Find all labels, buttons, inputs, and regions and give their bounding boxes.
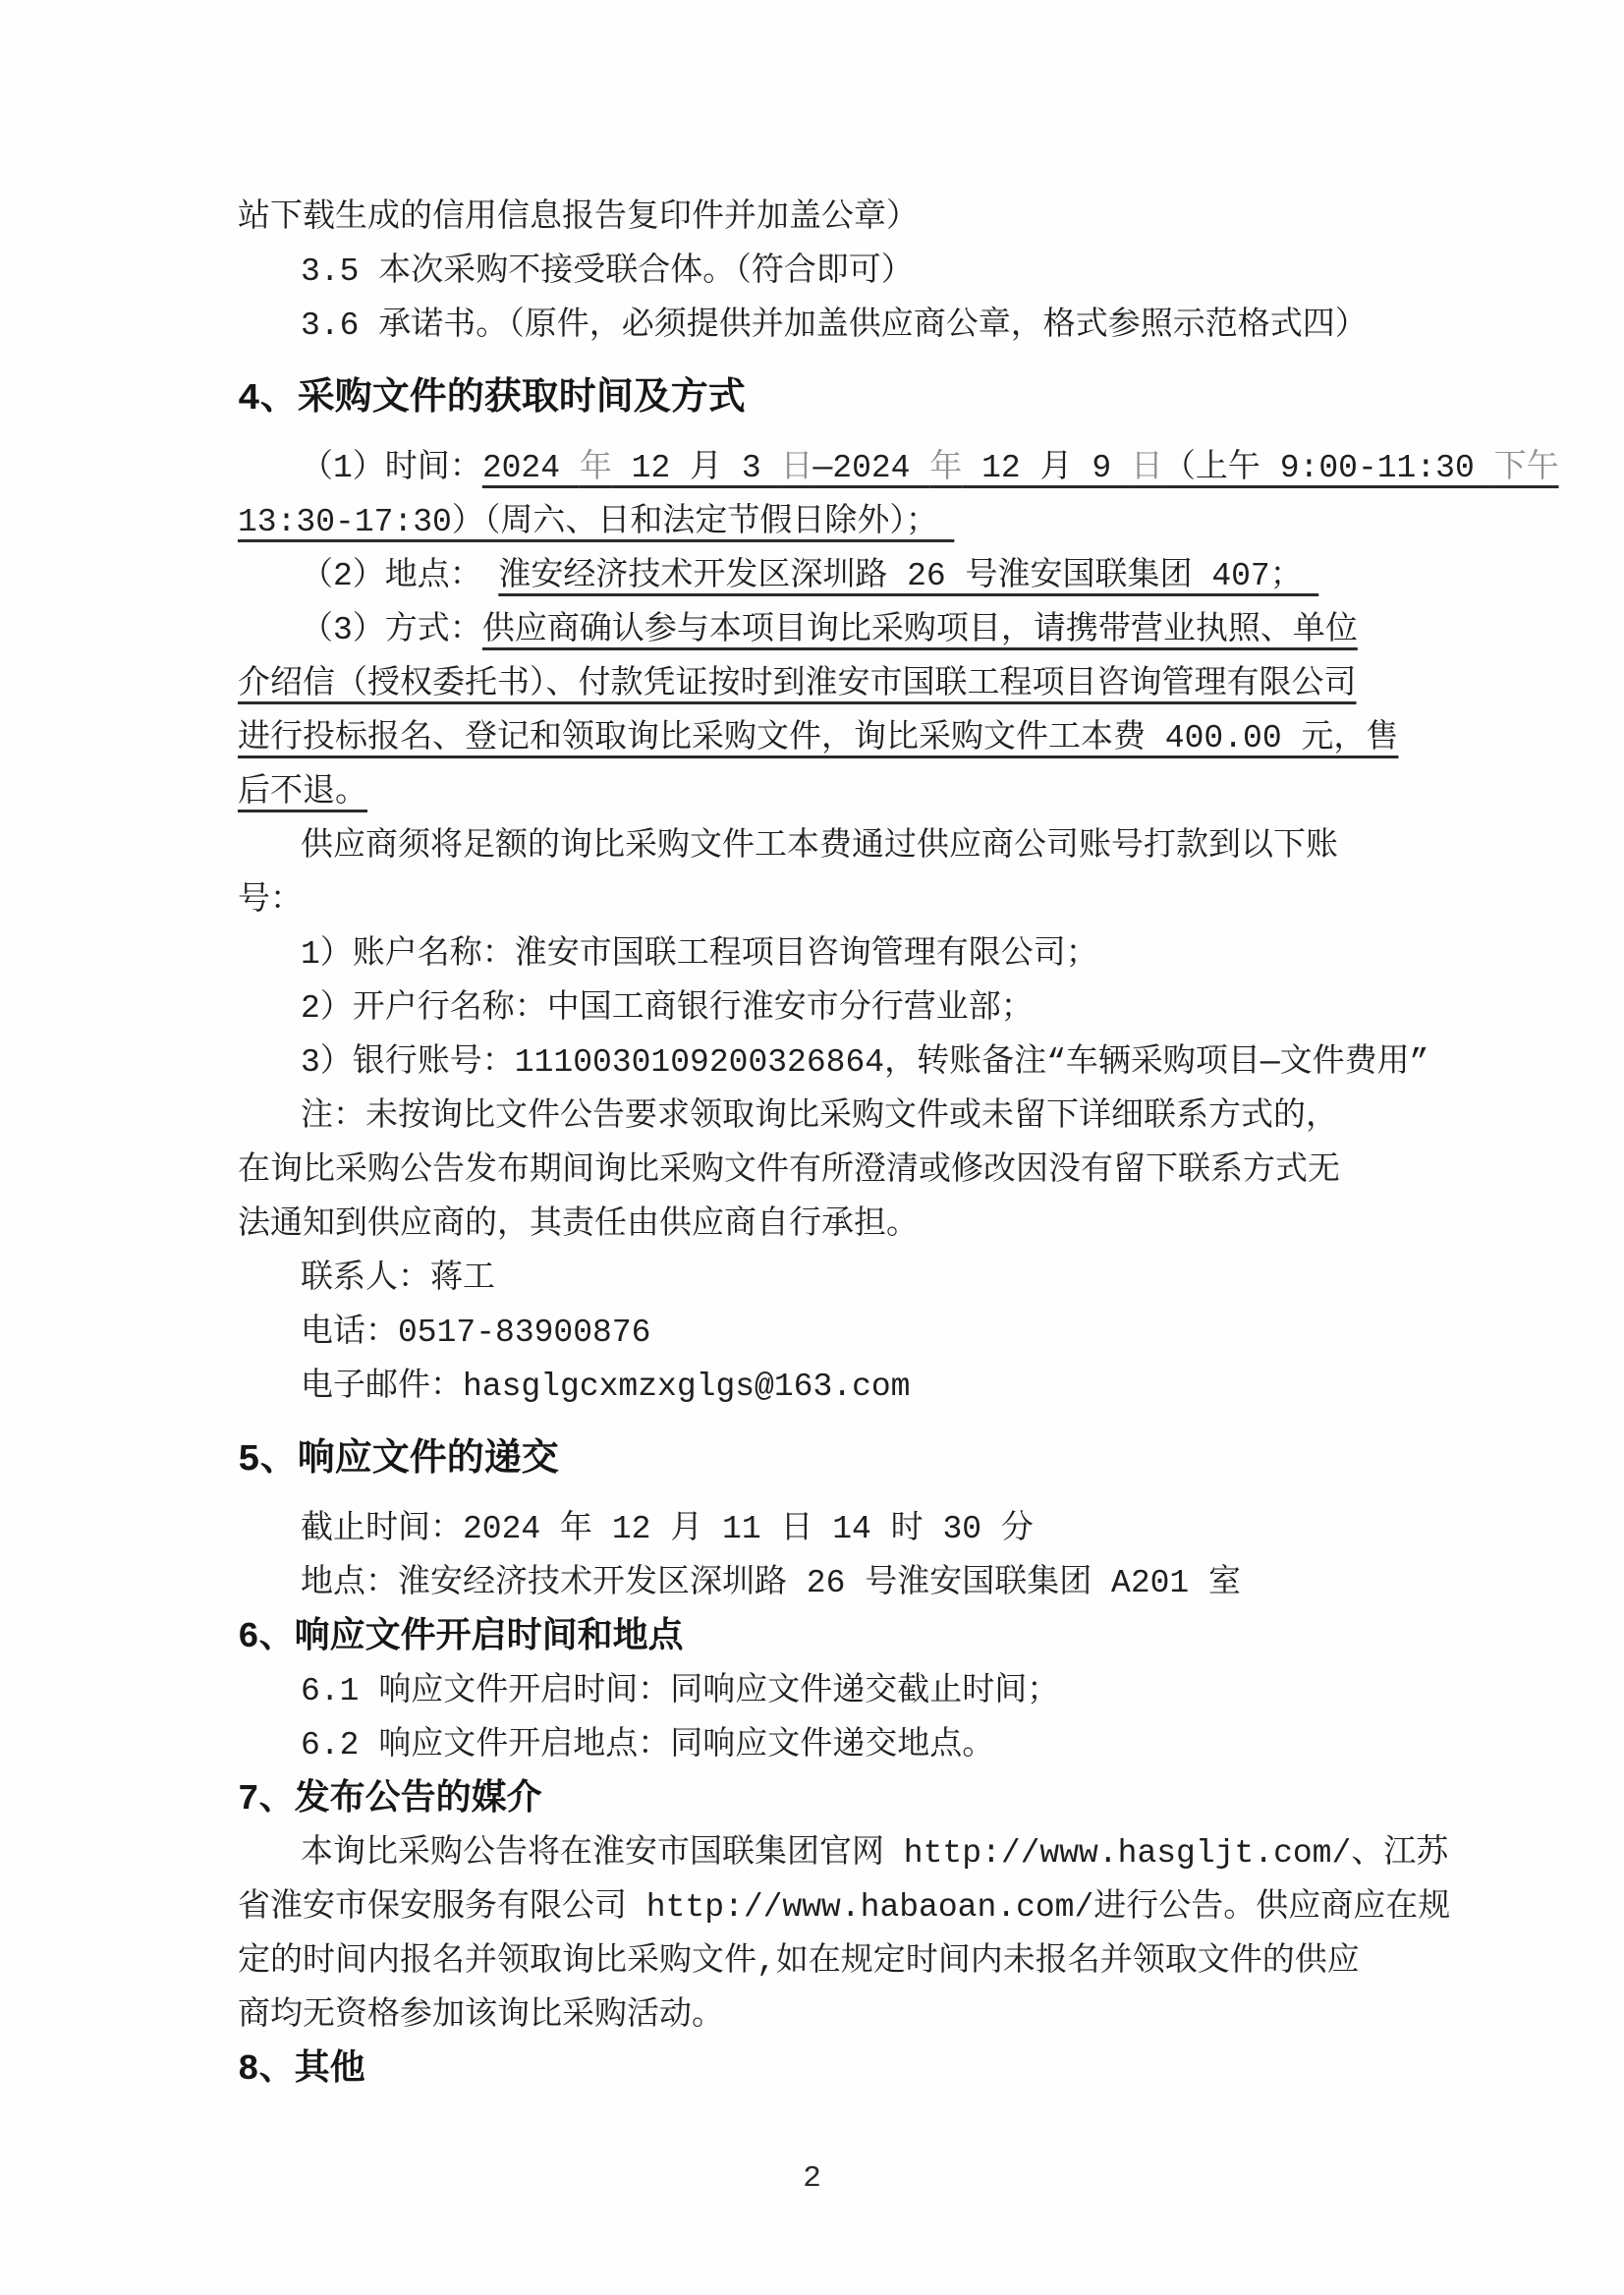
clause-4-1-time [238,441,1559,495]
time-filled-value: 2024 年 12 月 3 日—2024 年 12 月 9 日（上午 9:00-11:30 下午 [481,450,1559,486]
payment-intro: 供应商须将足额的询比采购文件工本费通过供应商公司账号打款到以下账 [301,828,1338,865]
note-line-1: 注：未按询比文件公告要求领取询比采购文件或未留下详细联系方式的， [301,1098,1338,1135]
section-6-heading: 6、响应文件开启时间和地点 [238,1617,684,1657]
media-line-2: 省淮安市保安服务有限公司 http://www.habaoan.com/进行公告。供应商应在规 [238,1889,1451,1926]
payment-intro-continuation: 号： [238,882,303,919]
media-line-3: 定的时间内报名并领取询比采购文件,如在规定时间内未报名并领取文件的供应 [238,1943,1360,1980]
clause-3-6: 3.6 承诺书。（原件，必须提供并加盖供应商公章，格式参照示范格式四） [301,308,1368,344]
clause-6-1: 6.1 响应文件开启时间：同响应文件递交截止时间； [301,1673,1060,1709]
submission-location-line: 地点：淮安经济技术开发区深圳路 26 号淮安国联集团 A201 室 [301,1565,1242,1601]
credit-report-continuation: 站下载生成的信用信息报告复印件并加盖公章） [238,199,919,236]
location-filled-value: 淮安经济技术开发区深圳路 26 号淮安国联集团 407； [498,558,1319,594]
time-label: （1）时间： [301,450,482,486]
location-label: （2）地点： [301,558,499,594]
media-line-4: 商均无资格参加该询比采购活动。 [238,1997,724,2034]
contact-person-line: 联系人：蒋工 [301,1260,495,1297]
method-continuation-3: 后不退。 [238,774,367,811]
clause-4-3-method [238,603,1477,657]
page-number: 2 [803,2161,821,2196]
media-line-1: 本询比采购公告将在淮安市国联集团官网 http://www.hasgljt.com/、江苏 [301,1835,1449,1872]
method-continuation-1: 介绍信（授权委托书）、付款凭证按时到淮安市国联工程项目咨询管理有限公司 [238,666,1357,702]
clause-3-5: 3.5 本次采购不接受联合体。（符合即可） [301,253,914,290]
method-label: （3）方式： [301,612,482,648]
section-7-heading: 7、发布公告的媒介 [238,1779,542,1819]
section-5-heading: 5、响应文件的递交 [238,1439,559,1482]
note-line-2: 在询比采购公告发布期间询比采购文件有所澄清或修改因没有留下联系方式无 [238,1152,1340,1189]
clause-4-1-time-continuation: 13:30-17:30）（周六、日和法定节假日除外）； [238,504,955,540]
contact-email-line: 电子邮件：hasglgcxmzxglgs@163.com [301,1369,911,1405]
section-4-heading: 4、采购文件的获取时间及方式 [238,378,746,420]
clause-4-2-location [238,549,1477,603]
submission-deadline-line: 截止时间：2024 年 12 月 11 日 14 时 30 分 [301,1511,1034,1547]
account-name-line: 1）账户名称：淮安市国联工程项目咨询管理有限公司； [301,936,1098,973]
bank-account-line: 3）银行账号：1110030109200326864，转账备注“车辆采购项目—文件费用” [301,1044,1429,1081]
bank-name-line: 2）开户行名称：中国工商银行淮安市分行营业部； [301,990,1034,1027]
contact-phone-line: 电话：0517-83900876 [301,1315,651,1351]
method-continuation-2: 进行投标报名、登记和领取询比采购文件，询比采购文件工本费 400.00 元，售 [238,720,1399,756]
method-filled-value: 供应商确认参与本项目询比采购项目，请携带营业执照、单位 [481,612,1358,648]
clause-6-2: 6.2 响应文件开启地点：同响应文件递交地点。 [301,1727,995,1763]
section-8-heading: 8、其他 [238,2049,365,2090]
note-line-3: 法通知到供应商的，其责任由供应商自行承担。 [238,1206,919,1243]
